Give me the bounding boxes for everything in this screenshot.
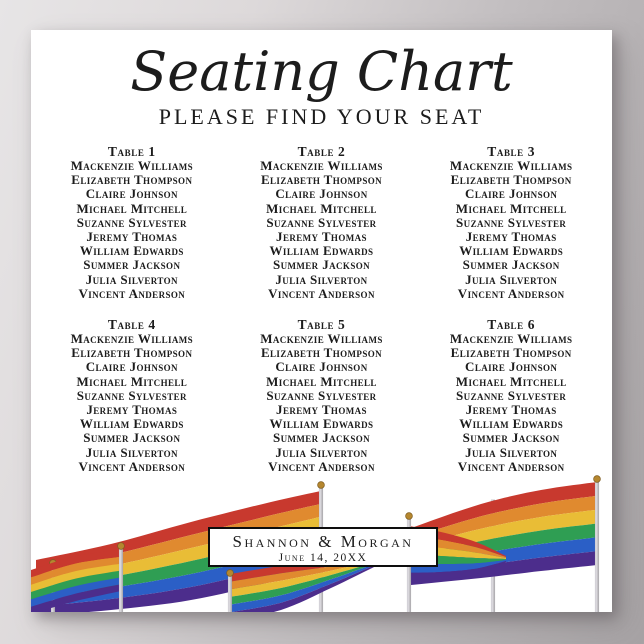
guest-name: Summer Jackson	[83, 257, 181, 273]
guest-name: William Edwards	[459, 243, 564, 259]
table-title: Table 1	[107, 144, 156, 159]
table-title: Table 6	[487, 317, 536, 333]
guest-name: William Edwards	[269, 416, 374, 432]
guest-name: Elizabeth Thompson	[71, 172, 193, 188]
guest-name: Julia Silverton	[275, 271, 368, 287]
guest-name: Elizabeth Thompson	[260, 172, 383, 188]
couple-names: Shannon & Morgan	[232, 532, 414, 551]
guest-name: Elizabeth Thompson	[260, 345, 383, 361]
guest-name: Vincent Anderson	[78, 458, 186, 474]
table-block	[416, 317, 606, 474]
guest-name: Claire Johnson	[85, 359, 178, 375]
guest-name: Suzanne Sylvester	[76, 214, 187, 230]
guest-name: Jeremy Thomas	[86, 229, 178, 245]
guest-name: Summer Jackson	[272, 257, 371, 273]
guest-name: Michael Mitchell	[455, 200, 567, 216]
guest-name: William Edwards	[79, 416, 184, 432]
guest-name: Julia Silverton	[85, 271, 178, 287]
guest-name: William Edwards	[269, 243, 374, 259]
guest-name: William Edwards	[79, 243, 184, 259]
guest-name: Claire Johnson	[275, 186, 368, 202]
guest-name: Mackenzie Williams	[70, 158, 194, 173]
guest-name: Michael Mitchell	[76, 373, 188, 389]
tables-grid	[31, 144, 612, 474]
poster-subtitle: PLEASE FIND YOUR SEAT	[158, 104, 485, 129]
guest-name: Mackenzie Williams	[260, 331, 383, 347]
guest-name: Claire Johnson	[85, 186, 178, 202]
guest-name: Vincent Anderson	[457, 285, 565, 301]
guest-name: Mackenzie Williams	[260, 158, 383, 173]
table-title: Table 2	[297, 144, 346, 159]
guest-name: Jeremy Thomas	[276, 402, 367, 418]
guest-name: Suzanne Sylvester	[456, 387, 567, 403]
table-block	[227, 144, 417, 301]
poster-title: Seating Chart	[130, 40, 513, 103]
couple-name-box	[208, 527, 438, 567]
guest-name: Michael Mitchell	[76, 200, 188, 216]
guest-name: Suzanne Sylvester	[76, 387, 187, 403]
guest-name: Julia Silverton	[85, 444, 178, 460]
guest-name: Elizabeth Thompson	[450, 172, 572, 188]
guest-name: Vincent Anderson	[268, 458, 375, 474]
guest-name: Summer Jackson	[272, 430, 371, 446]
guest-name: Summer Jackson	[462, 257, 560, 273]
guest-name: Jeremy Thomas	[465, 402, 557, 418]
guest-name: Claire Johnson	[465, 186, 558, 202]
guest-name: Julia Silverton	[465, 444, 558, 460]
table-block	[416, 144, 606, 301]
guest-name: Vincent Anderson	[78, 285, 186, 301]
guest-name: Mackenzie Williams	[449, 158, 573, 173]
guest-name: Summer Jackson	[462, 430, 560, 446]
seating-chart-poster	[31, 30, 612, 612]
guest-name: Michael Mitchell	[266, 200, 377, 216]
event-date: June 14, 20XX	[278, 552, 368, 564]
guest-name: Vincent Anderson	[268, 285, 375, 301]
guest-name: Michael Mitchell	[455, 373, 567, 389]
guest-name: Summer Jackson	[83, 430, 181, 446]
guest-name: Elizabeth Thompson	[71, 345, 193, 361]
guest-name: Elizabeth Thompson	[450, 345, 572, 361]
guest-name: Mackenzie Williams	[70, 331, 194, 347]
guest-name: Jeremy Thomas	[465, 229, 557, 245]
guest-name: Julia Silverton	[465, 271, 558, 287]
table-block	[37, 144, 227, 301]
guest-name: Suzanne Sylvester	[266, 387, 377, 403]
guest-name: Michael Mitchell	[266, 373, 377, 389]
guest-name: Claire Johnson	[465, 359, 558, 375]
table-title: Table 3	[487, 144, 536, 159]
guest-name: Suzanne Sylvester	[266, 214, 377, 230]
guest-name: Jeremy Thomas	[276, 229, 367, 245]
guest-name: William Edwards	[459, 416, 564, 432]
guest-name: Claire Johnson	[275, 359, 368, 375]
guest-name: Vincent Anderson	[457, 458, 565, 474]
table-title: Table 4	[107, 317, 156, 333]
guest-name: Suzanne Sylvester	[456, 214, 567, 230]
guest-name: Mackenzie Williams	[449, 331, 573, 347]
table-block	[37, 317, 227, 474]
guest-name: Jeremy Thomas	[86, 402, 178, 418]
table-title: Table 5	[297, 317, 346, 333]
guest-name: Julia Silverton	[275, 444, 368, 460]
table-block	[227, 317, 417, 474]
